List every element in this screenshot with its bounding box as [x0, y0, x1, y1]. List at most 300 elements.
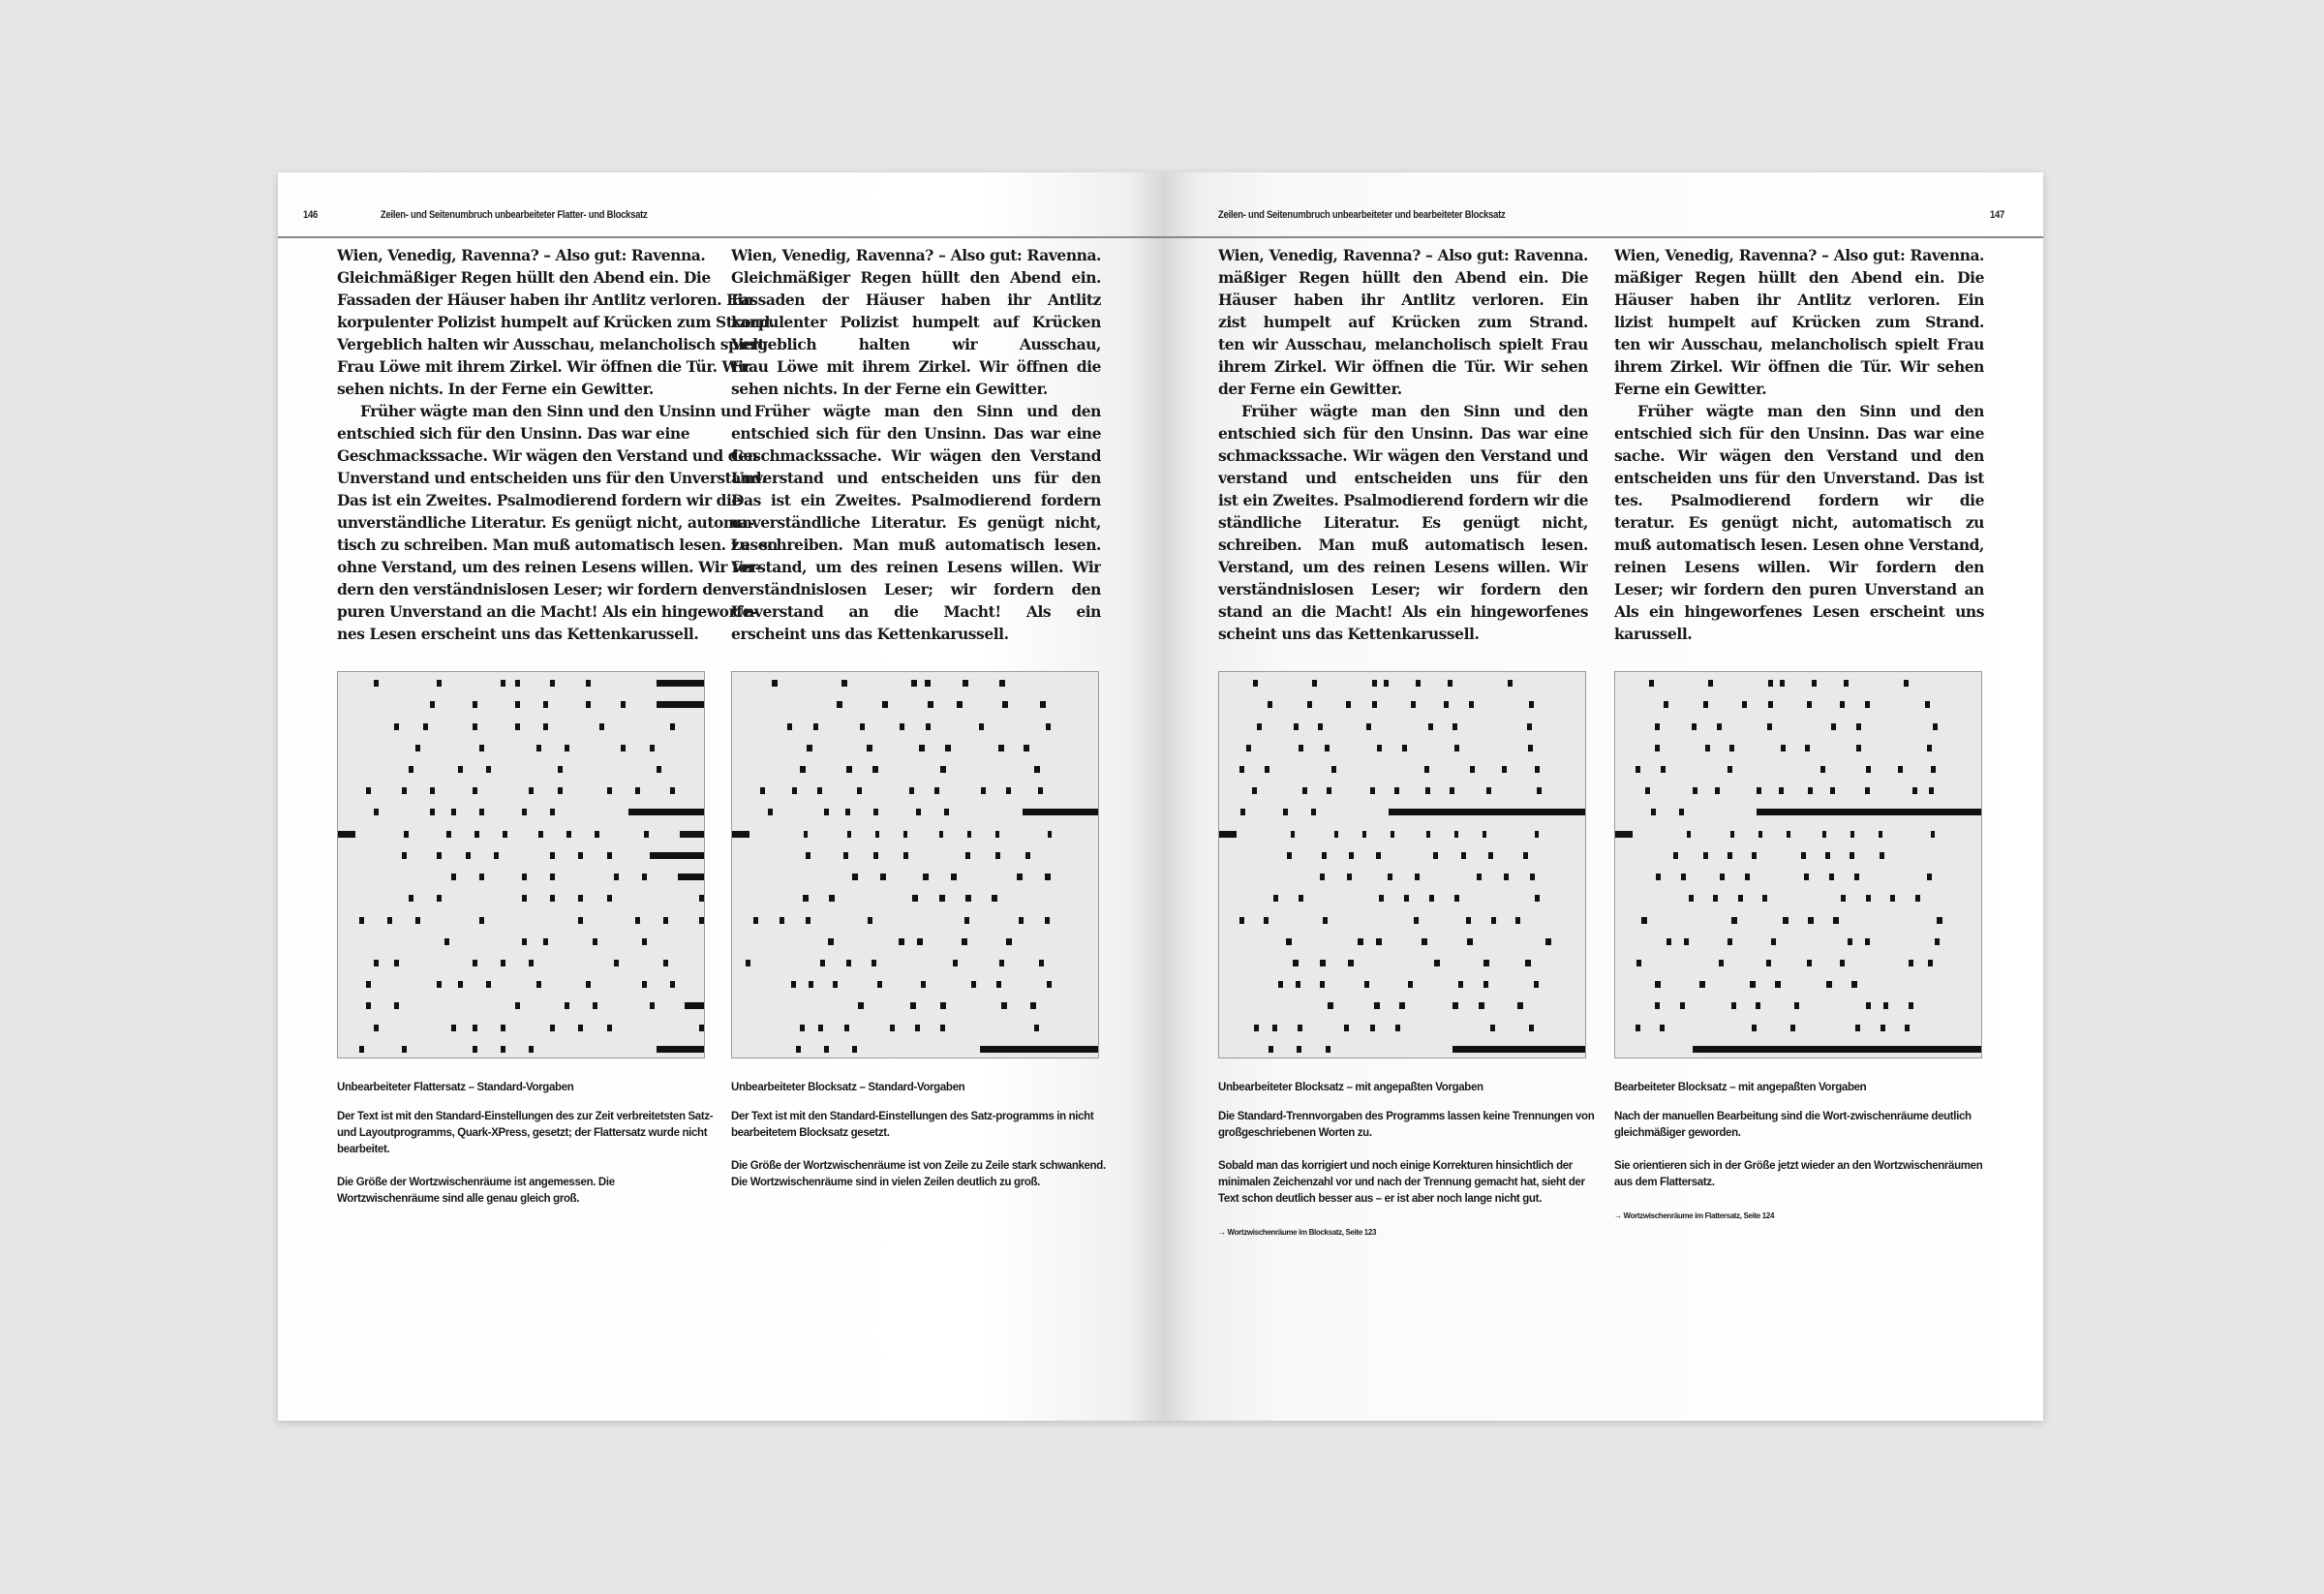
word-space-mark — [847, 831, 851, 838]
word-space-mark — [387, 917, 392, 924]
word-space-mark — [917, 938, 923, 945]
word-space-mark — [1239, 766, 1244, 773]
text-line: verständnislosen Leser; wir fordern den — [731, 580, 1101, 598]
word-space-mark — [522, 874, 527, 880]
word-space-mark — [860, 723, 865, 730]
word-space-mark — [536, 981, 541, 988]
text-line: korpulenter Polizist humpelt auf Krücken — [731, 313, 1101, 331]
word-space-mark — [366, 787, 371, 794]
word-space-mark — [1048, 831, 1052, 838]
word-space-mark — [409, 766, 413, 773]
word-space-mark — [670, 787, 675, 794]
word-space-mark — [1253, 680, 1258, 687]
word-space-mark — [928, 701, 933, 708]
word-space-mark — [1687, 831, 1691, 838]
word-space-mark — [1458, 981, 1463, 988]
line-end-space-bar — [657, 680, 705, 687]
text-line: zu schreiben. Man muß automatisch lesen. — [731, 536, 1101, 554]
word-space-mark — [474, 831, 479, 838]
text-line: Geschmackssache. Wir wägen den Verstand und den — [337, 446, 758, 465]
word-space-mark — [995, 852, 1000, 859]
word-space-mark — [1865, 787, 1870, 794]
caption-text: Der Text ist mit den Standard-Einstellungen des Satz-programms in nicht bearbeitetem Blocksatz gesetzt. — [731, 1111, 1094, 1139]
word-space-mark — [1377, 745, 1382, 751]
word-space-mark — [374, 809, 379, 815]
word-space-mark — [1812, 680, 1817, 687]
text-column-justified-adjusted — [1218, 244, 1588, 645]
text-line: sache. Wir wägen den Verstand und den — [1614, 446, 1984, 465]
line-end-space-bar — [1693, 1046, 1982, 1053]
word-space-mark — [1527, 723, 1532, 730]
text-line: Das ist ein Zweites. Psalmodierend fordern wir die — [337, 491, 741, 509]
word-space-mark — [807, 745, 812, 751]
word-space-mark — [1470, 766, 1475, 773]
text-line: entschied sich für den Unsinn. Das war eine — [731, 424, 1101, 443]
line-end-space-bar — [1452, 1046, 1586, 1053]
word-space-mark — [458, 981, 463, 988]
line-end-space-bar — [1757, 809, 1982, 815]
word-space-mark — [1855, 1025, 1860, 1031]
word-space-mark — [402, 787, 407, 794]
word-space-mark — [846, 960, 851, 966]
word-space-mark — [912, 895, 918, 902]
caption-title: Unbearbeiteter Blocksatz – Standard-Vorgaben — [731, 1082, 965, 1093]
word-space-mark — [1323, 917, 1328, 924]
word-space-mark — [1881, 1025, 1885, 1031]
word-space-mark — [1935, 938, 1940, 945]
word-space-mark — [437, 981, 442, 988]
text-line: ten wir Ausschau, melancholisch spielt Frau — [1614, 335, 1984, 353]
word-space-mark — [359, 1046, 364, 1053]
word-space-mark — [995, 831, 999, 838]
word-space-mark — [792, 787, 797, 794]
word-space-mark — [1483, 831, 1486, 838]
word-space-mark — [1729, 745, 1734, 751]
word-space-mark — [1479, 1002, 1484, 1009]
word-space-mark — [1807, 701, 1812, 708]
word-space-mark — [1844, 680, 1849, 687]
word-space-mark — [1719, 960, 1724, 966]
text-line: Früher wägte man den Sinn und den — [1241, 402, 1588, 420]
word-space-mark — [501, 960, 505, 966]
word-space-mark — [780, 917, 784, 924]
word-space-mark — [844, 1025, 849, 1031]
word-space-mark — [837, 701, 842, 708]
word-space-mark — [423, 723, 428, 730]
word-space-mark — [402, 1046, 407, 1053]
word-space-mark — [1931, 831, 1935, 838]
word-space-mark — [843, 852, 848, 859]
word-space-mark — [1833, 917, 1839, 924]
word-space-mark — [1787, 831, 1790, 838]
word-space-mark — [1545, 938, 1551, 945]
word-space-mark — [650, 745, 655, 751]
text-line: Fassaden der Häuser haben ihr Antlitz — [731, 291, 1101, 309]
figure-caption — [1614, 1080, 1992, 1224]
text-column-justified-edited — [1614, 244, 1984, 645]
word-space-mark — [1730, 831, 1734, 838]
word-space-mark — [1508, 680, 1513, 687]
figure-caption — [1218, 1080, 1596, 1241]
text-line: ist ein Zweites. Psalmodierend fordern wir die — [1218, 491, 1588, 509]
word-space-mark — [1728, 766, 1732, 773]
word-space-mark — [670, 981, 675, 988]
word-space-mark — [614, 874, 619, 880]
word-space-mark — [663, 960, 668, 966]
word-space-mark — [1297, 1046, 1301, 1053]
text-line: Häuser haben ihr Antlitz verloren. Ein — [1614, 291, 1984, 309]
word-space-mark — [1252, 787, 1257, 794]
word-space-mark — [1395, 1025, 1400, 1031]
word-space-mark — [1298, 1025, 1302, 1031]
text-line: karussell. — [1614, 625, 1693, 643]
word-space-mark — [965, 895, 971, 902]
word-space-mark — [1411, 701, 1416, 708]
word-space-mark — [1523, 852, 1528, 859]
word-space-mark — [867, 745, 872, 751]
word-space-mark — [550, 1025, 555, 1031]
word-space-mark — [1299, 895, 1303, 902]
word-space-mark — [1046, 723, 1051, 730]
word-space-mark — [515, 1002, 520, 1009]
word-space-mark — [1807, 960, 1812, 966]
word-space-mark — [1254, 1025, 1259, 1031]
word-space-mark — [635, 917, 640, 924]
text-line: Fassaden der Häuser haben ihr Antlitz verloren. Ein — [337, 291, 753, 309]
word-space-mark — [800, 766, 806, 773]
word-space-mark — [1426, 831, 1430, 838]
word-space-mark — [998, 745, 1004, 751]
word-space-mark — [1927, 874, 1932, 880]
word-space-mark — [670, 723, 675, 730]
word-space-mark — [1525, 960, 1531, 966]
book-spread — [278, 172, 2043, 1421]
word-space-mark — [529, 787, 534, 794]
word-space-mark — [1661, 766, 1666, 773]
word-space-mark — [1299, 745, 1303, 751]
word-space-mark — [1422, 938, 1427, 945]
word-space-mark — [1681, 874, 1686, 880]
word-space-mark — [1664, 701, 1668, 708]
word-space-mark — [1019, 917, 1024, 924]
text-line: unverständliche Literatur. Es genügt nicht, — [731, 513, 1101, 532]
text-line: Ferne ein Gewitter. — [1614, 380, 1767, 398]
word-space-mark — [817, 787, 822, 794]
caption-title: Unbearbeiteter Blocksatz – mit angepaßten Vorgaben — [1218, 1082, 1483, 1093]
word-space-mark — [1783, 917, 1789, 924]
word-space-mark — [522, 938, 527, 945]
text-line: Leser; wir fordern den puren Unverstand an — [1614, 580, 1984, 598]
word-space-mark — [806, 852, 810, 859]
word-space-mark — [872, 766, 878, 773]
word-space-mark — [1002, 701, 1008, 708]
caption-text: Sobald man das korrigiert und noch einige Korrekturen hinsichtlich der minimalen Zeichenzahl vor und nach der Trennung gemacht hat, sieht der Text schon deutlich besser aus – er ist aber noch lange nicht gut. — [1218, 1160, 1585, 1205]
word-space-mark — [1905, 1025, 1910, 1031]
word-space-mark — [515, 701, 520, 708]
word-space-mark — [1452, 1002, 1458, 1009]
word-space-mark — [578, 917, 583, 924]
caption-text: Die Größe der Wortzwischenräume ist von Zeile zu Zeile stark schwankend. Die Wortzwischenräume sind in vielen Zeilen deutlich zu groß. — [731, 1160, 1106, 1188]
word-space-mark — [1898, 766, 1903, 773]
word-space-mark — [1660, 1025, 1665, 1031]
word-space-mark — [1636, 960, 1641, 966]
word-space-mark — [1326, 1046, 1330, 1053]
word-space-mark — [1856, 745, 1861, 751]
text-line: zist humpelt auf Krücken zum Strand. — [1218, 313, 1588, 331]
word-space-mark — [1758, 831, 1762, 838]
word-space-mark — [806, 917, 810, 924]
word-space-mark — [818, 1025, 823, 1031]
word-space-mark — [1804, 874, 1809, 880]
word-space-mark — [1376, 852, 1381, 859]
word-space-mark — [374, 960, 379, 966]
word-space-mark — [791, 981, 796, 988]
text-line: Frau Löwe mit ihrem Zirkel. Wir öffnen die Tür. Wir — [337, 357, 751, 376]
word-space-mark — [1504, 874, 1509, 880]
word-space-mark — [1374, 1002, 1380, 1009]
word-space-mark — [999, 960, 1004, 966]
word-space-mark — [1265, 766, 1269, 773]
word-space-mark — [1703, 701, 1708, 708]
word-space-diagram — [731, 671, 1099, 1058]
word-space-mark — [1311, 809, 1316, 815]
word-space-mark — [1362, 831, 1366, 838]
word-space-mark — [1034, 766, 1040, 773]
word-space-mark — [1344, 1025, 1349, 1031]
word-space-mark — [1780, 680, 1785, 687]
word-space-mark — [877, 981, 882, 988]
word-space-mark — [1264, 917, 1269, 924]
word-space-mark — [1738, 895, 1743, 902]
page-number-left: 146 — [303, 209, 319, 221]
word-space-mark — [833, 981, 838, 988]
caption-text: Sie orientieren sich in der Größe jetzt wieder an den Wortzwischenräumen aus dem Flattersatz. — [1614, 1160, 1983, 1188]
text-line: entscheiden uns für den Unverstand. Das ist — [1614, 469, 1984, 487]
word-space-mark — [1483, 960, 1489, 966]
word-space-mark — [430, 809, 435, 815]
word-space-mark — [939, 831, 943, 838]
text-line: Frau Löwe mit ihrem Zirkel. Wir öffnen die — [731, 357, 1101, 376]
word-space-mark — [873, 809, 878, 815]
word-space-mark — [473, 1025, 477, 1031]
text-line: entschied sich für den Unsinn. Das war eine — [337, 424, 690, 443]
word-space-mark — [1529, 1025, 1534, 1031]
word-space-mark — [1246, 745, 1251, 751]
word-space-mark — [1667, 938, 1671, 945]
text-line: korpulenter Polizist humpelt auf Krücken zum Strand. — [337, 313, 775, 331]
text-line: schreiben. Man muß automatisch lesen. — [1218, 536, 1588, 554]
word-space-mark — [1039, 960, 1044, 966]
word-space-mark — [857, 787, 862, 794]
word-space-mark — [992, 895, 997, 902]
word-space-mark — [915, 1025, 920, 1031]
word-space-mark — [1491, 917, 1496, 924]
word-space-mark — [1006, 787, 1011, 794]
word-space-mark — [911, 680, 917, 687]
word-space-mark — [565, 1002, 569, 1009]
word-space-mark — [1915, 895, 1920, 902]
word-space-mark — [1768, 680, 1773, 687]
word-space-mark — [607, 1025, 612, 1031]
word-space-mark — [1450, 787, 1454, 794]
word-space-mark — [1865, 938, 1870, 945]
text-line: teratur. Es genügt nicht, automatisch zu — [1614, 513, 1984, 532]
word-space-mark — [951, 874, 957, 880]
line-end-space-bar — [699, 895, 705, 902]
word-space-mark — [963, 680, 968, 687]
text-line: tisch zu schreiben. Man muß automatisch lesen. Lesen — [337, 536, 778, 554]
word-space-mark — [1466, 917, 1471, 924]
word-space-mark — [1728, 852, 1732, 859]
word-space-mark — [473, 723, 477, 730]
word-space-mark — [515, 723, 520, 730]
word-space-mark — [642, 938, 647, 945]
caption-text: Die Standard-Trennvorgaben des Programms lassen keine Trennungen von großgeschriebenen Worten zu. — [1218, 1111, 1595, 1139]
word-space-mark — [1655, 981, 1661, 988]
word-space-mark — [1752, 1025, 1757, 1031]
indent-mark — [1219, 831, 1237, 838]
word-space-mark — [1866, 895, 1871, 902]
word-space-mark — [1286, 938, 1292, 945]
word-space-mark — [1909, 1002, 1913, 1009]
word-space-mark — [1402, 745, 1407, 751]
word-space-mark — [1394, 787, 1399, 794]
word-space-mark — [1287, 852, 1292, 859]
word-space-mark — [1278, 981, 1283, 988]
word-space-mark — [1708, 680, 1713, 687]
word-space-mark — [971, 981, 976, 988]
word-space-mark — [909, 787, 914, 794]
line-end-space-bar — [980, 1046, 1099, 1053]
word-space-mark — [501, 1046, 505, 1053]
line-end-space-bar — [1389, 809, 1586, 815]
word-space-mark — [940, 1025, 945, 1031]
word-space-mark — [642, 874, 647, 880]
running-head-left: Zeilen- und Seitenumbruch unbearbeiteter Flatter- und Blocksatz — [381, 209, 648, 221]
word-space-mark — [1766, 960, 1771, 966]
word-space-mark — [1866, 1002, 1871, 1009]
word-space-diagram — [1218, 671, 1586, 1058]
word-space-mark — [803, 895, 809, 902]
word-space-mark — [1034, 1025, 1039, 1031]
word-space-mark — [804, 831, 808, 838]
text-line: Wien, Venedig, Ravenna? – Also gut: Ravenna. — [1614, 246, 1984, 264]
text-line: Verstand, um des reinen Lesens willen. Wir — [1218, 558, 1588, 576]
text-line: tes. Psalmodierend fordern wir die — [1614, 491, 1984, 509]
word-space-mark — [479, 809, 484, 815]
word-space-mark — [1348, 960, 1354, 966]
word-space-mark — [415, 917, 420, 924]
word-space-mark — [446, 831, 451, 838]
text-line: Unverstand und entscheiden uns für den Unverstand. — [337, 469, 767, 487]
word-space-mark — [1679, 809, 1684, 815]
word-space-mark — [1372, 680, 1377, 687]
word-space-mark — [1750, 981, 1756, 988]
word-space-mark — [1808, 917, 1814, 924]
word-space-mark — [1293, 960, 1299, 966]
word-space-mark — [437, 680, 442, 687]
word-space-mark — [1655, 745, 1660, 751]
word-space-mark — [1047, 981, 1052, 988]
word-space-mark — [1535, 895, 1540, 902]
word-space-mark — [962, 938, 967, 945]
word-space-mark — [1349, 852, 1354, 859]
word-space-mark — [1929, 787, 1934, 794]
word-space-mark — [1025, 852, 1030, 859]
text-line: scheint uns das Kettenkarussell. — [1218, 625, 1480, 643]
text-line: ständliche Literatur. Es genügt nicht, — [1218, 513, 1588, 532]
word-space-mark — [529, 1046, 534, 1053]
word-space-mark — [809, 981, 813, 988]
text-line: verstand und entscheiden uns für den — [1218, 469, 1588, 487]
word-space-mark — [1347, 874, 1352, 880]
word-space-mark — [1257, 723, 1262, 730]
word-space-mark — [1001, 1002, 1007, 1009]
word-space-mark — [550, 895, 555, 902]
word-space-mark — [1655, 723, 1660, 730]
word-space-mark — [1372, 701, 1377, 708]
word-space-mark — [1490, 1025, 1495, 1031]
word-space-mark — [1294, 723, 1299, 730]
word-space-mark — [1408, 981, 1413, 988]
word-space-mark — [957, 701, 963, 708]
word-space-mark — [1444, 701, 1449, 708]
word-space-mark — [900, 723, 904, 730]
word-space-mark — [550, 852, 555, 859]
line-end-space-bar — [678, 874, 705, 880]
text-line: Vergeblich halten wir Ausschau, melancholisch spielt — [337, 335, 765, 353]
word-space-mark — [621, 701, 626, 708]
word-space-mark — [1705, 745, 1710, 751]
word-space-mark — [409, 895, 413, 902]
word-space-mark — [566, 831, 571, 838]
word-space-mark — [473, 787, 477, 794]
word-space-mark — [1779, 787, 1784, 794]
word-space-mark — [1467, 938, 1473, 945]
word-space-mark — [1731, 917, 1737, 924]
word-space-mark — [359, 917, 364, 924]
word-space-mark — [1680, 1002, 1685, 1009]
word-space-mark — [1318, 723, 1323, 730]
word-space-mark — [1307, 701, 1312, 708]
word-space-mark — [1762, 895, 1767, 902]
line-end-space-bar — [628, 809, 705, 815]
text-line: mäßiger Regen hüllt den Abend ein. Die — [1218, 268, 1588, 287]
word-space-mark — [1645, 787, 1650, 794]
text-line: Wien, Venedig, Ravenna? – Also gut: Ravenna. — [337, 246, 706, 264]
word-space-mark — [451, 809, 456, 815]
word-space-mark — [486, 981, 491, 988]
word-space-mark — [939, 895, 945, 902]
cross-reference-link[interactable]: → Wortzwischenräume im Blocksatz, Seite 123 — [1218, 1228, 1377, 1237]
cross-reference-link[interactable]: → Wortzwischenräume im Flattersatz, Seite 124 — [1614, 1211, 1775, 1220]
word-space-mark — [444, 938, 449, 945]
word-space-mark — [852, 874, 858, 880]
text-line: verständnislosen Leser; wir fordern den — [1218, 580, 1588, 598]
word-space-mark — [858, 1002, 864, 1009]
word-space-mark — [934, 787, 939, 794]
word-space-mark — [841, 680, 847, 687]
word-space-mark — [1488, 852, 1493, 859]
word-space-mark — [1328, 1002, 1333, 1009]
word-space-mark — [1655, 1002, 1660, 1009]
text-line: ihrem Zirkel. Wir öffnen die Tür. Wir sehen — [1614, 357, 1984, 376]
word-space-mark — [846, 766, 852, 773]
word-space-mark — [1693, 787, 1697, 794]
word-space-mark — [1428, 723, 1433, 730]
word-space-mark — [1045, 874, 1051, 880]
word-space-mark — [1045, 917, 1050, 924]
